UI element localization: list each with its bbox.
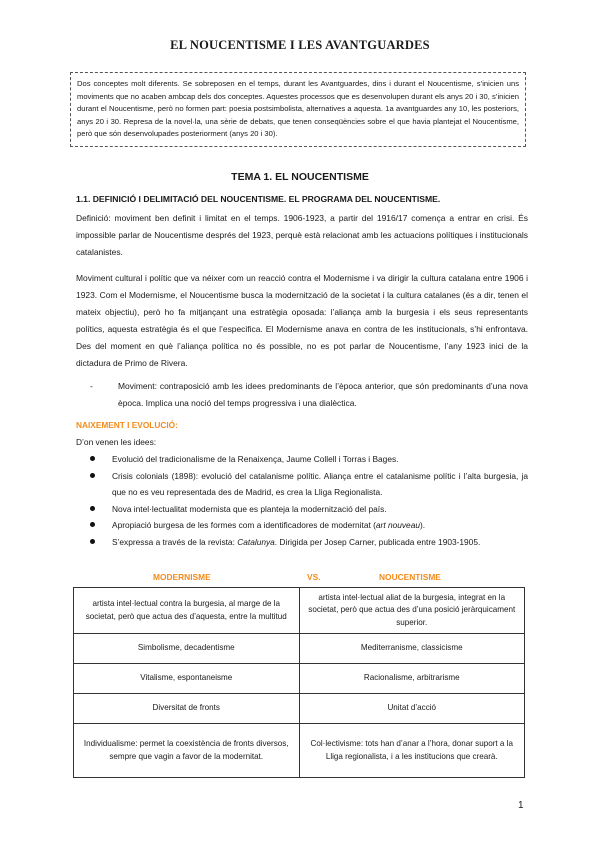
table-cell: artista intel·lectual aliat de la burgesia, integrat en la societat, però que actua des d’una posició jeràrquicament superior. xyxy=(299,588,525,634)
bullet-dot xyxy=(90,473,95,478)
table-row xyxy=(74,694,525,724)
page-number: 1 xyxy=(518,800,524,811)
bullet-item xyxy=(90,451,528,468)
table-row xyxy=(74,664,525,694)
comparison-table-header xyxy=(73,572,525,586)
bullet-text: Nova intel·lectualitat modernista que es planteja la modernització del país. xyxy=(112,503,387,514)
comparison-table xyxy=(73,587,525,778)
bullet-emphasis: art nouveau xyxy=(375,520,420,531)
bullet-item xyxy=(90,517,528,534)
bullet-list xyxy=(90,451,528,551)
bullet-text-end: . Dirigida per Josep Carner, publicada entre 1903-1905. xyxy=(274,536,481,547)
table-row xyxy=(74,724,525,778)
dash-marker: - xyxy=(90,381,93,391)
table-row xyxy=(74,588,525,634)
table-cell: Simbolisme, decadentisme xyxy=(74,634,300,664)
bullet-emphasis: Catalunya xyxy=(237,536,275,547)
bullet-dot xyxy=(90,506,95,511)
bullet-dot xyxy=(90,522,95,527)
bullet-text: Apropiació burgesa de les formes com a identificadores de modernitat ( xyxy=(112,520,376,531)
bullet-item xyxy=(90,501,528,518)
intro-box: Dos conceptes molt diferents. Se sobreposen en el temps, durant les Avantguardes, dins i durant el Noucentisme, s’inicien uns moviments que no acaben ambcap dels dos conceptes. Aquestes processos que es desenvolupen durant els anys 20 i 30, s’inicien durant el Noucentisme, però no formen part: poesia postsimbolista, alternatives a aquesta. 1a avantguardes any 10, les posteriors, anys 20 i 30. Represa de la novel·la, una sèrie de debats, que tenen conseqüències sobre el que havia plantejat el Noucentisme, però que són desenvolupades posteriorment (anys 20 i 30). xyxy=(70,72,526,147)
table-cell: Mediterranisme, classicisme xyxy=(299,634,525,664)
modernisme-column-label: MODERNISME xyxy=(153,572,211,582)
page-title: EL NOUCENTISME I LES AVANTGUARDES xyxy=(170,38,430,52)
table-cell: Unitat d’acció xyxy=(299,694,525,724)
table-cell: Racionalisme, arbitrarisme xyxy=(299,664,525,694)
definition-paragraph: Definició: moviment ben definit i limitat en el temps. 1906-1923, a partir del 1916/17 comença a entrar en crisi. És impossible parlar de Noucentisme després del 1923, perquè està relacionat amb les actuacions polítiques i institucionals catalanistes. xyxy=(76,213,528,257)
bullet-text: S’expressa a través de la revista: xyxy=(112,536,238,547)
bullet-text: Crisis colonials (1898): evolució del catalanisme polític. Aliança entre el catalanisme polític i l’alta burgesia, ja que no es veu representada des de Madrid, es crea la Lliga Regionalista. xyxy=(112,470,528,498)
bullet-item xyxy=(90,534,528,551)
table-cell: Diversitat de fronts xyxy=(74,694,300,724)
dash-item-text: Moviment: contraposició amb les idees predominants de l’època anterior, que són predominants d’una nova època. Implica una noció del temps progressiva i una dialèctica. xyxy=(118,381,528,408)
table-cell: Individualisme: permet la coexistència de fronts diversos, sempre que vagin a favor de la modernitat. xyxy=(74,724,300,778)
bullet-item xyxy=(90,468,528,501)
table-row xyxy=(74,634,525,664)
table-cell: artista intel·lectual contra la burgesia, al marge de la societat, però que actua des d’aquesta, entre la multitud xyxy=(74,588,300,634)
bullet-dot xyxy=(90,539,95,544)
bullet-text: Evolució del tradicionalisme de la Renaixença, Jaume Collell i Torras i Bages. xyxy=(112,454,399,464)
table-cell: Vitalisme, espontaneisme xyxy=(74,664,300,694)
bullet-text-end: ). xyxy=(419,520,426,531)
origin-intro: D’on venen les idees: xyxy=(76,437,157,447)
section-heading: 1.1. DEFINICIÓ I DELIMITACIÓ DEL NOUCENTISME. EL PROGRAMA DEL NOUCENTISME. xyxy=(76,194,441,204)
dash-list-item xyxy=(90,378,528,412)
movement-paragraph: Moviment cultural i polític que va néixer com un reacció contra el Modernisme i va dirigir la cultura catalana entre 1906 i 1923. Com el Modernisme, el Noucentisme busca la modernització de la societat i la cultura catalanes (és a dir, tenen el mateix objectiu), però ho fa mitjançant una estratègia oposada: l’aliança amb la burgesia i els seus representants polítics, aquesta estratègia és el que l’especifica. El Modernisme anava en contra de les institucionals, s’hi enfrontava. Des del moment en què l’aliança política no és possible, no es pot parlar de Noucentisme, l’any 1923 inici de la dictadura de Primo de Rivera. xyxy=(76,273,528,368)
table-cell: Col·lectivisme: tots han d’anar a l’hora, donar suport a la Lliga regionalista, i a les institucions que crearà. xyxy=(299,724,525,778)
bullet-dot xyxy=(90,456,95,461)
versus-label: VS. xyxy=(307,572,321,582)
origin-heading: NAIXEMENT I EVOLUCIÓ: xyxy=(76,420,178,430)
theme-title: TEMA 1. EL NOUCENTISME xyxy=(231,171,369,183)
noucentisme-column-label: NOUCENTISME xyxy=(379,572,441,582)
